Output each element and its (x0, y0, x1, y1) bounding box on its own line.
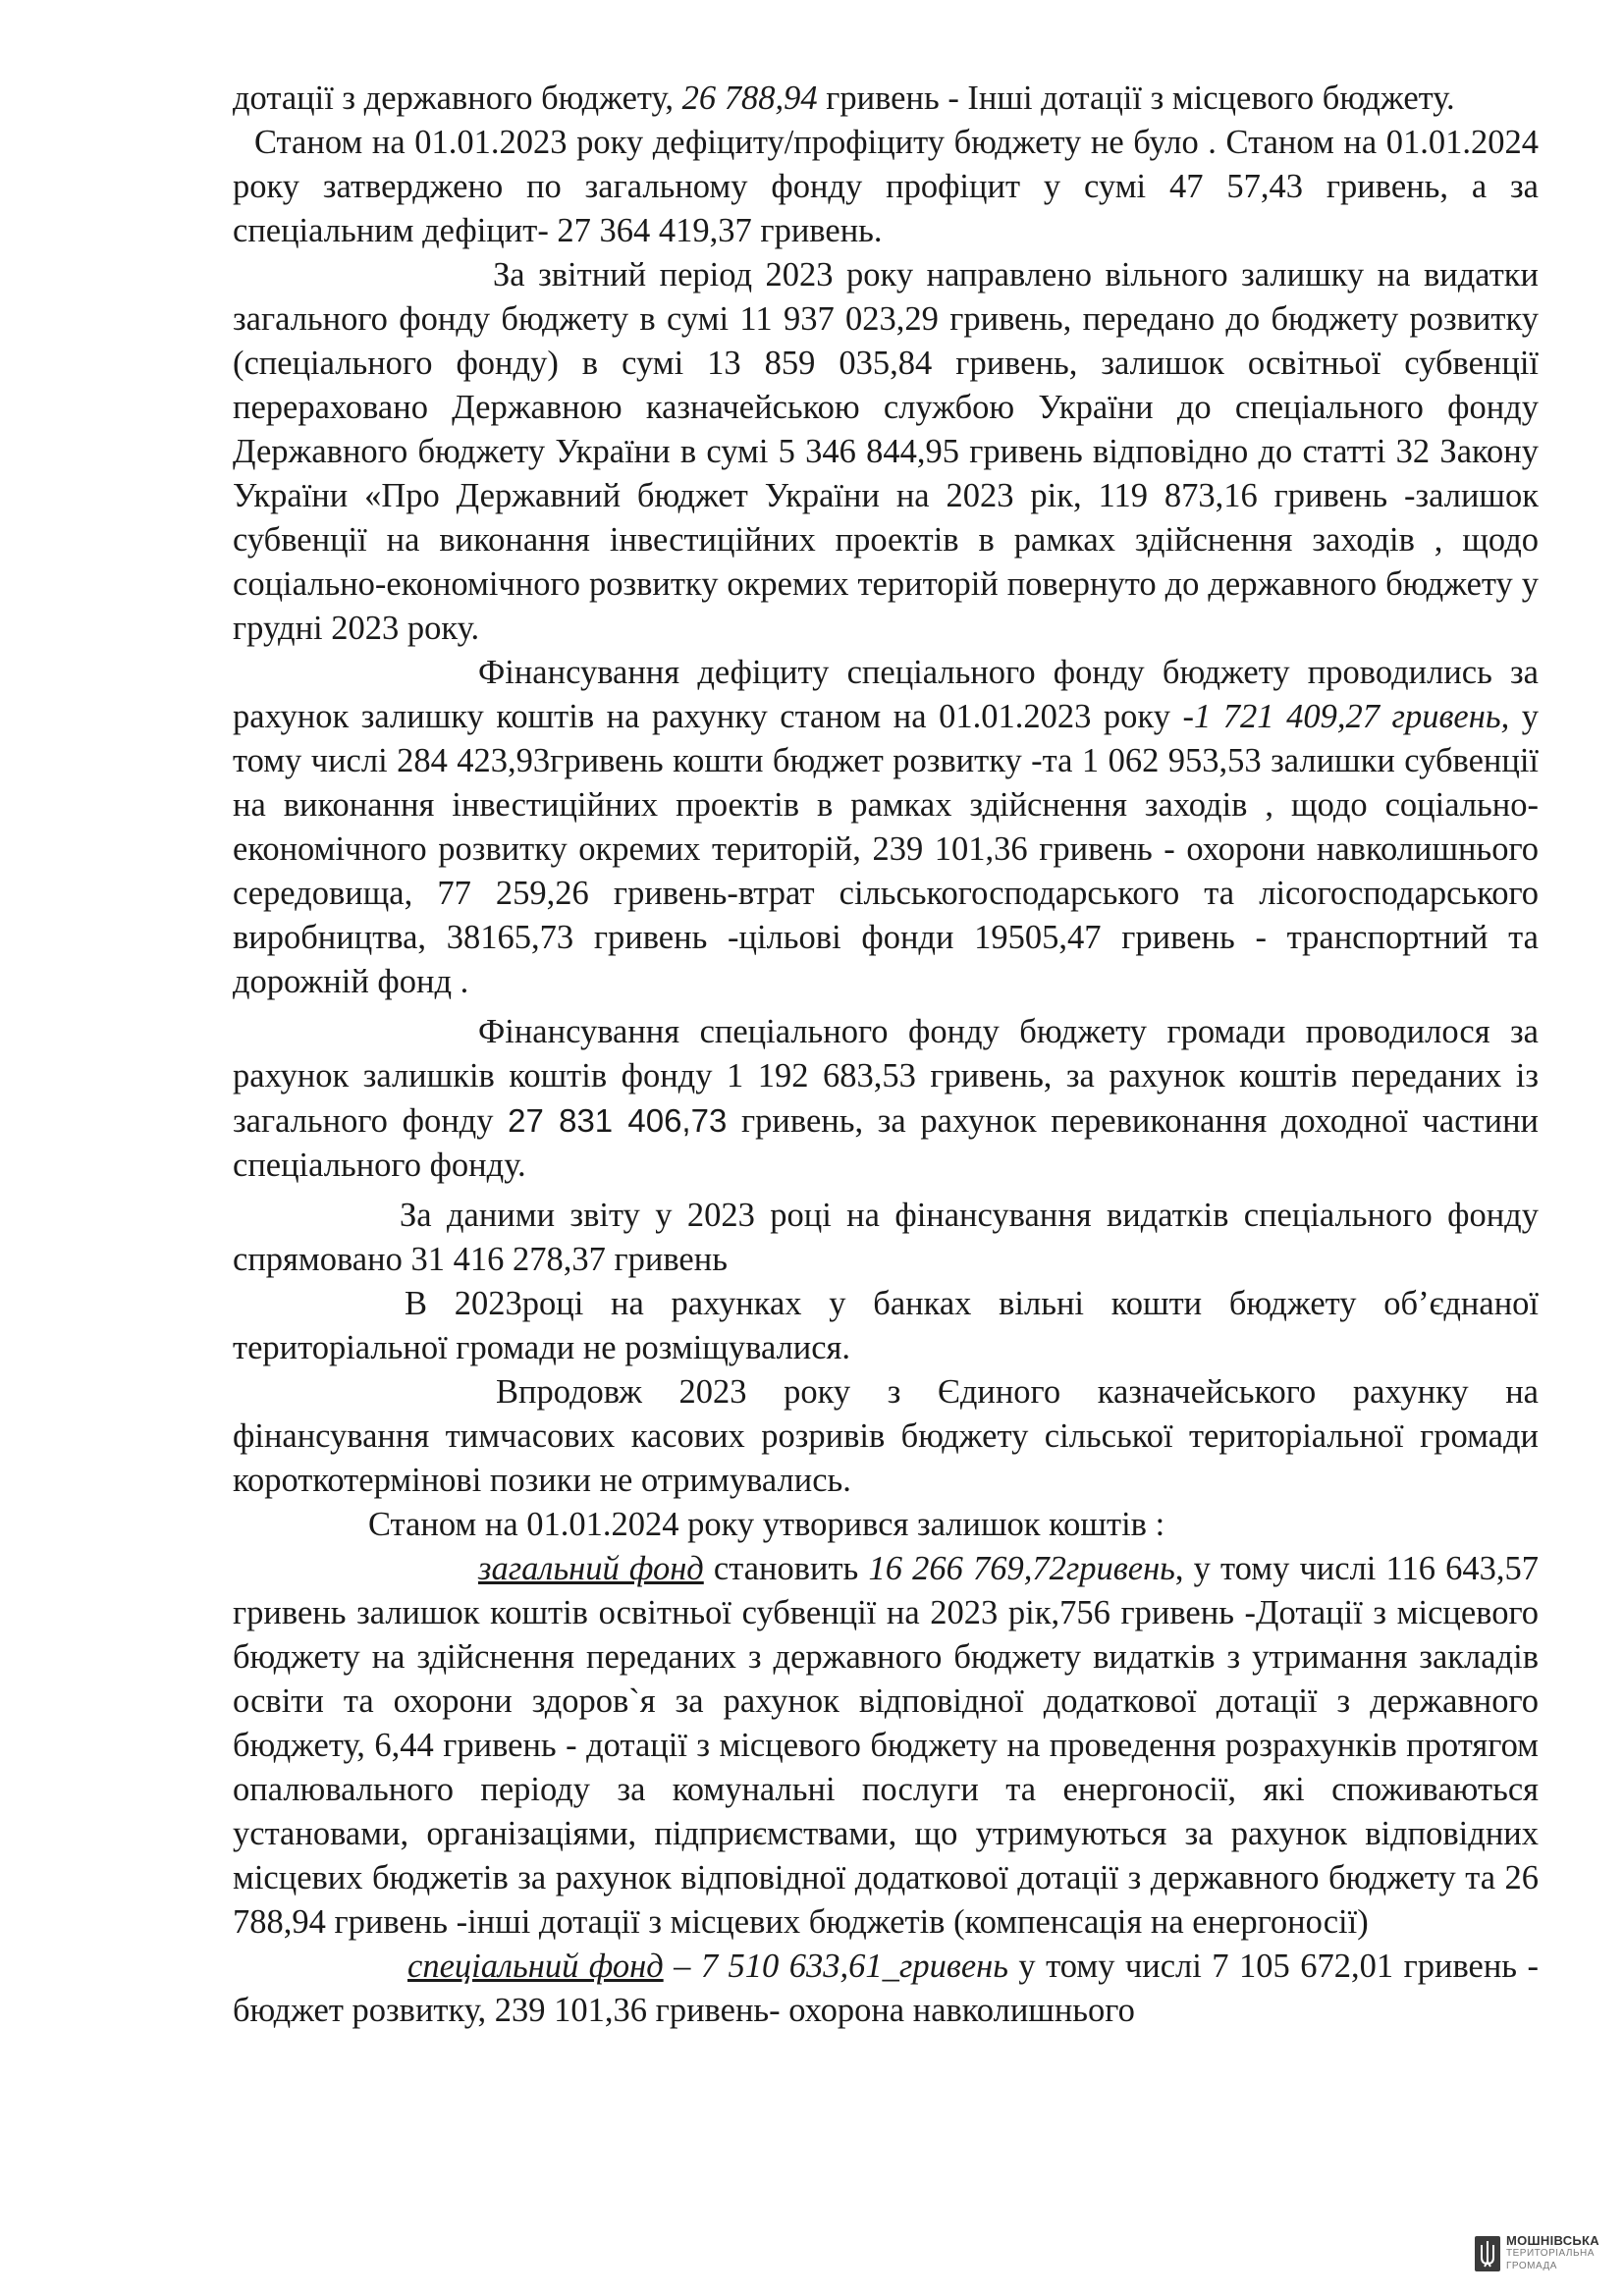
paragraph-9: Станом на 01.01.2024 року утворився залишок коштів : (368, 1506, 1165, 1543)
logo-line-1: МОШНІВСЬКА (1506, 2233, 1599, 2248)
text-span: гривень - Інші дотації з місцевого бюджету. (817, 80, 1455, 117)
paragraph-8: Впродовж 2023 року з Єдиного казначейського рахунку на фінансування тимчасових касових розривів бюджету сільської територіальної громади короткотермінові позики не отримувались. (233, 1373, 1539, 1499)
italic-amount: 26 788,94 (681, 80, 818, 117)
paragraph-2: Станом на 01.01.2023 року дефіциту/профіциту бюджету не було . Станом на 01.01.2024 року затверджено по загальному фонду профіцит у сумі 47 57,43 гривень, а за спеціальним дефіцит- 27 364 419,37 гривень. (233, 124, 1539, 249)
italic-amount: -1 721 409,27 гривень, (1182, 698, 1510, 735)
text-span: дотації з державного бюджету, (233, 80, 682, 117)
paragraph-11 (233, 1945, 1539, 2033)
paragraph-10 (233, 1547, 1539, 1945)
logo-text (1506, 2234, 1599, 2272)
amount-sans: 27 831 406,73 (508, 1102, 728, 1139)
text-span: у тому числі 284 423,93гривень кошти бюджет розвитку -та 1 062 953,53 залишки субвенції на виконання інвестиційних проектів в рамках здійснення заходів , щодо соціально-економічного розвитку окремих територій, 239 101,36 гривень - охорони навколишнього середовища, 77 259,26 гривень-втрат сільськогосподарського та лісогосподарського виробництва, 38165,73 гривень -цільові фонди 19505,47 гривень - транспортний та дорожній фонд . (233, 698, 1539, 1000)
paragraph-4 (233, 651, 1539, 1004)
special-fund-label: спеціальний фонд (407, 1948, 664, 1985)
paragraph-5 (233, 1010, 1539, 1188)
paragraph-3: За звітний період 2023 року направлено вільного залишку на видатки загального фонду бюджету в сумі 11 937 023,29 гривень, передано до бюджету розвитку (спеціального фонду) в сумі 13 859 035,84 гривень, залишок освітньої субвенції перераховано Державною казначейською службою України до спеціального фонду Державного бюджету України в сумі 5 346 844,95 гривень відповідно до статті 32 Закону України «Про Державний бюджет України на 2023 рік, 119 873,16 гривень -залишок субвенції на виконання інвестиційних проектів в рамках здійснення заходів , щодо соціально-економічного розвитку окремих територій повернуто до державного бюджету у грудні 2023 року. (233, 256, 1539, 647)
trident-icon (1475, 2236, 1500, 2271)
logo-line-2: ТЕРИТОРІАЛЬНА (1506, 2248, 1595, 2259)
text-span: , у тому числі 116 643,57 гривень залишок коштів освітньої субвенції на 2023 рік,756 гривень -Дотації з місцевого бюджету на здійснення переданих з державного бюджету видатків з утримання закладів освіти та охорони здоров`я за рахунок відповідної додаткової дотації з державного бюджету, 6,44 гривень - дотації з місцевого бюджету на проведення розрахунків протягом опалювального періоду за комунальні послуги та енергоносії, які споживаються установами, організаціями, підприємствами, що утримуються за рахунок відповідних місцевих бюджетів за рахунок відповідної додаткової дотації з державного бюджету та 26 788,94 гривень -інші дотації з місцевих бюджетів (компенсація на енергоносії) (233, 1550, 1539, 1941)
paragraph-7: В 2023році на рахунках у банках вільні кошти бюджету об’єднаної територіальної громади не розміщувалися. (233, 1285, 1539, 1366)
text-span: Фінансування спеціального фонду бюджету громади проводилося за рахунок залишків коштів фонду 1 192 683,53 гривень, за рахунок коштів переданих із загального фонду (233, 1013, 1539, 1140)
text-span: у тому числі 7 105 672,01 гривень - бюджет розвитку, 239 101,36 гривень- охорона навколишнього (233, 1948, 1539, 2029)
text-span: гривень, за рахунок перевиконання доходної частини спеціального фонду. (233, 1102, 1539, 1184)
document-body (233, 77, 1539, 2033)
logo-line-3: ГРОМАДА (1506, 2261, 1557, 2271)
paragraph-1 (233, 77, 1539, 121)
text-span: становить (703, 1550, 869, 1587)
community-logo (1475, 2234, 1599, 2272)
general-fund-label: загальний фонд (478, 1550, 704, 1587)
text-span: Фінансування дефіциту спеціального фонду бюджету проводились за рахунок залишку коштів на рахунку станом на 01.01.2023 року (233, 654, 1539, 735)
italic-amount: – 7 510 633,61_гривень (663, 1948, 1008, 1985)
paragraph-6: За даними звіту у 2023 році на фінансування видатків спеціального фонду спрямовано 31 416 278,37 гривень (233, 1197, 1539, 1278)
italic-amount: 16 266 769,72гривень (868, 1550, 1175, 1587)
